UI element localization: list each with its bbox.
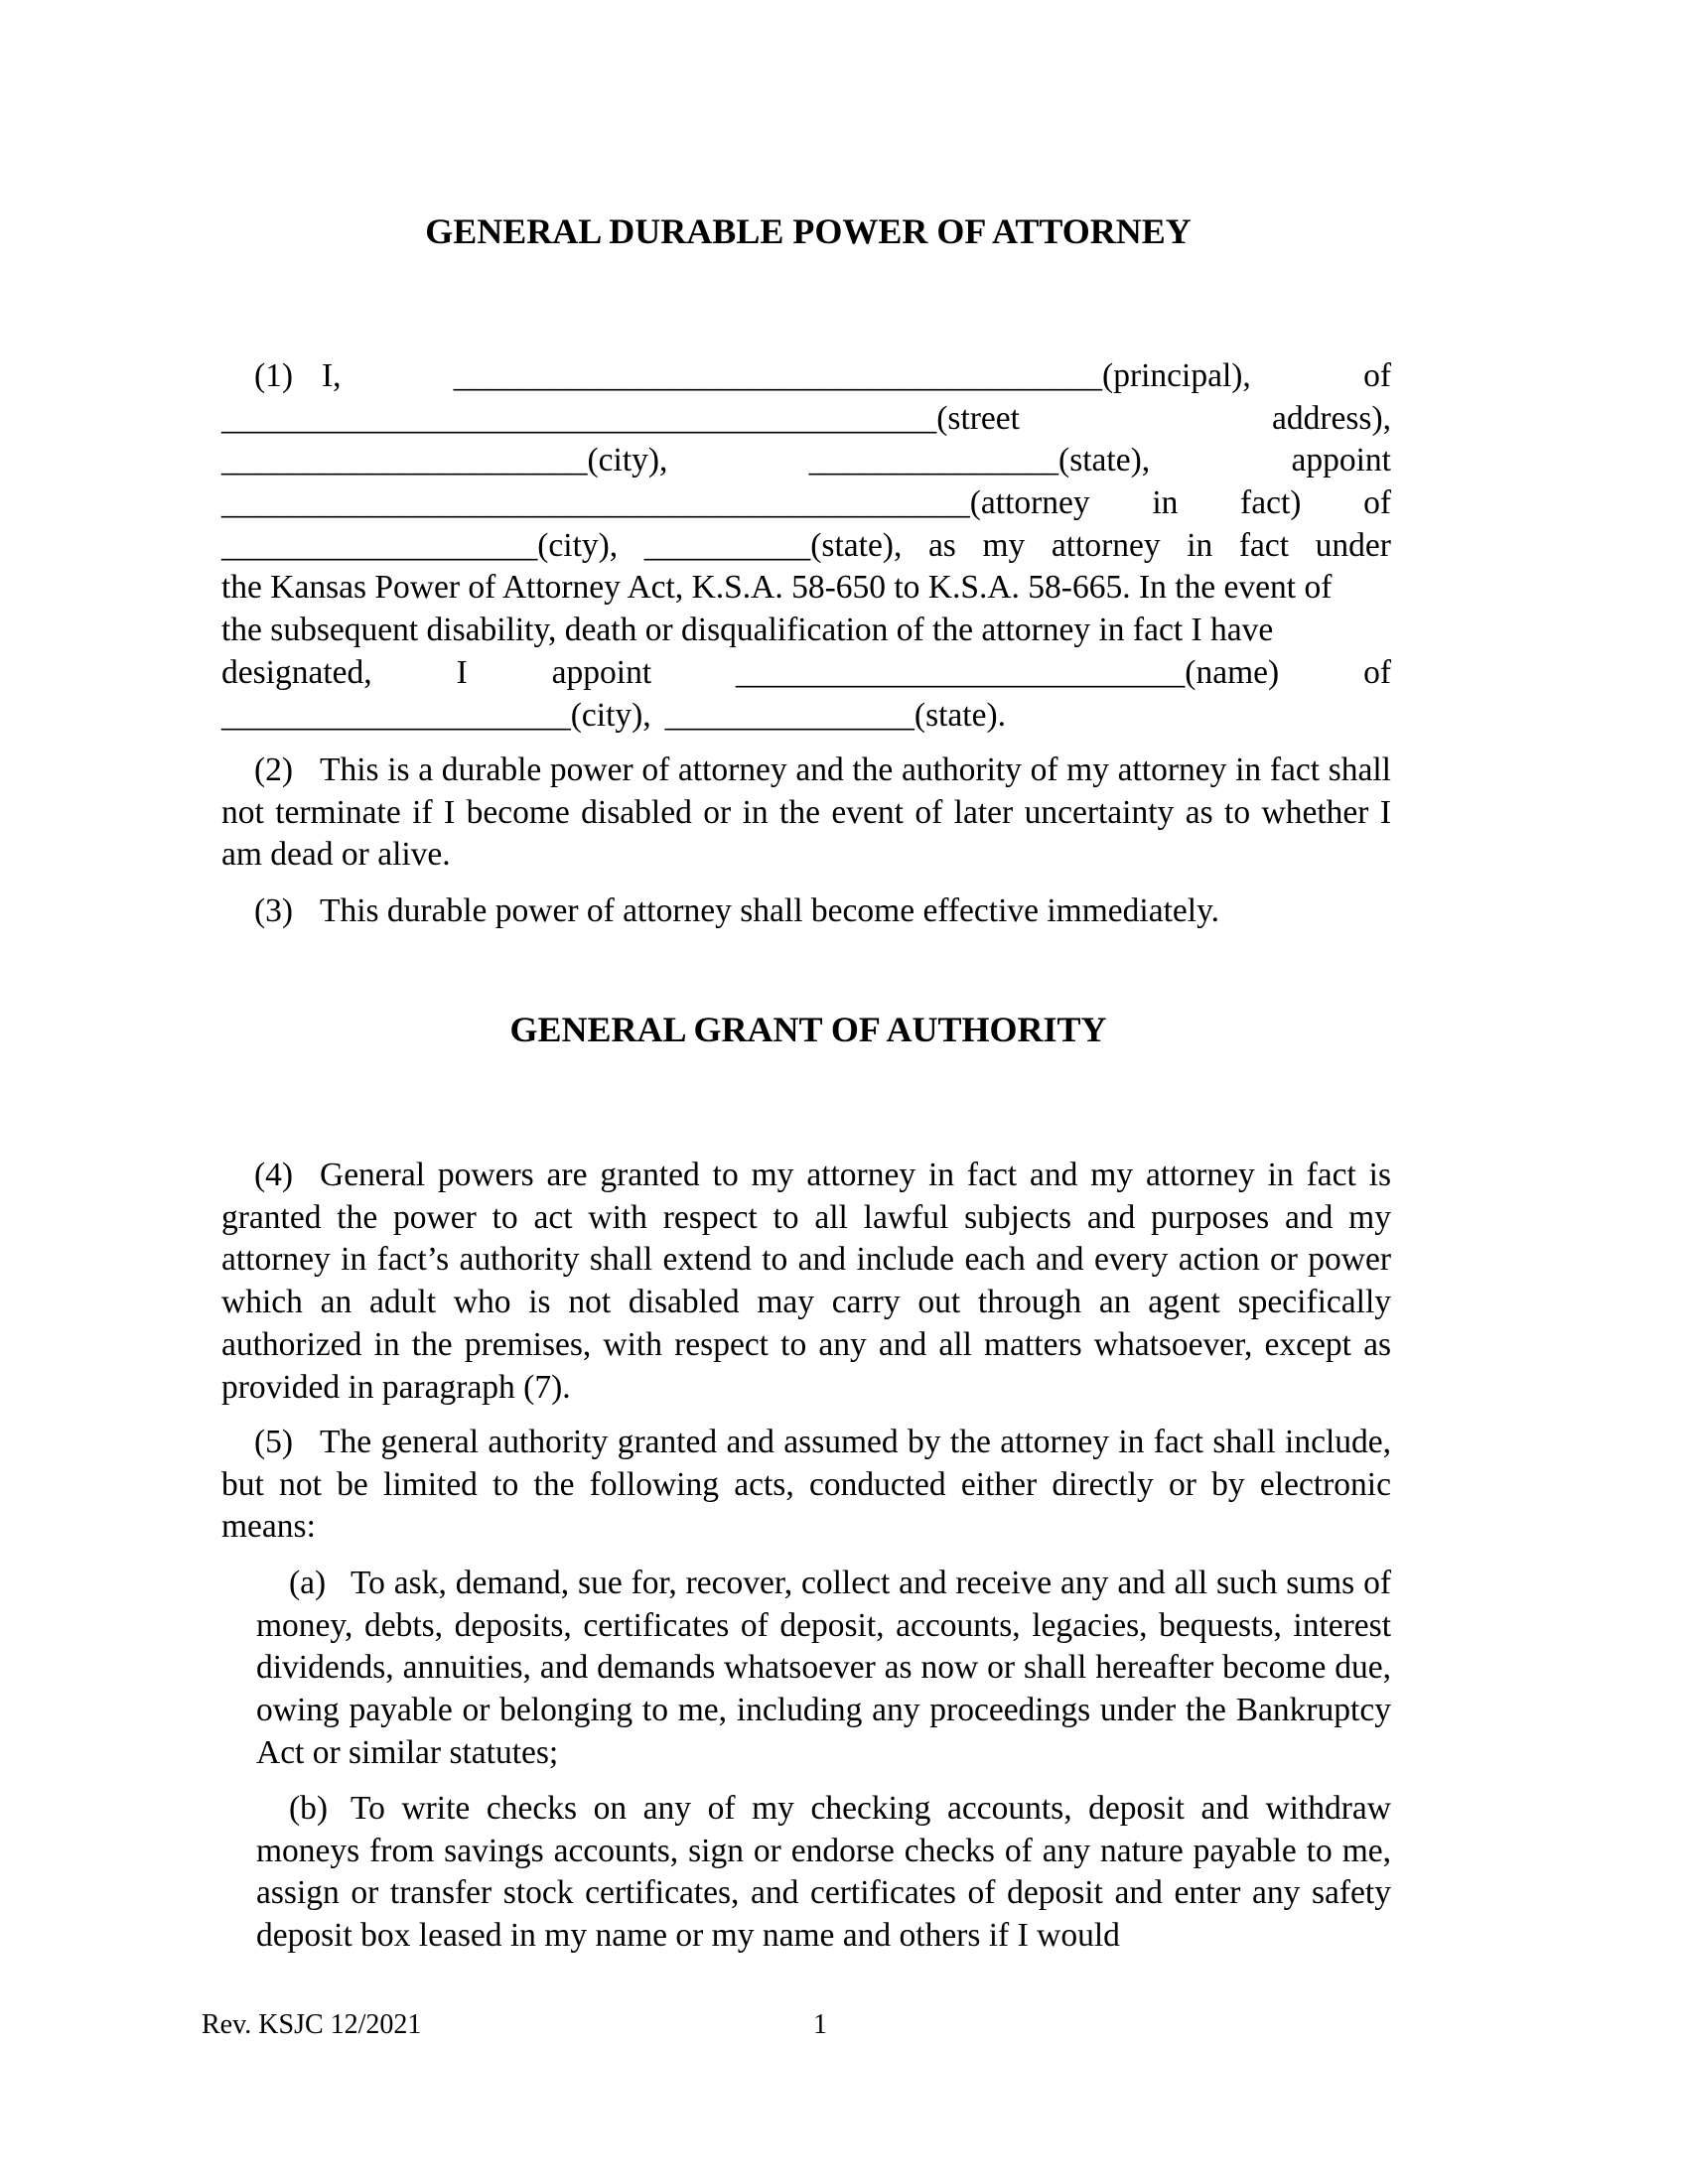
document-title: GENERAL DURABLE POWER OF ATTORNEY bbox=[425, 211, 1192, 251]
p1-line-8: designated, I appoint ___________________________(name) of bbox=[221, 652, 1391, 695]
successor-name-blank[interactable]: ___________________________(name) bbox=[736, 653, 1280, 691]
p1-line-6: the Kansas Power of Attorney Act, K.S.A. 58-650 to K.S.A. 58-665. In the event of bbox=[221, 569, 1333, 607]
revision-footer: Rev. KSJC 12/2021 bbox=[202, 2009, 422, 2040]
p1-line-9 bbox=[221, 695, 1391, 738]
p1-line-2: ___________________________________________(street address), bbox=[221, 398, 1391, 441]
principal-label: I, bbox=[322, 357, 342, 394]
paragraph-3: (3) This durable power of attorney shall become effective immediately. bbox=[254, 892, 1220, 929]
paragraph-5a: (a) To ask, demand, sue for, recover, collect and receive any and all such sums of money, debts, deposits, certificates of deposit, accounts, legacies, bequests, interest dividends, annuities, and demands whatsoever as now or shall hereafter become due, owing payable or belonging to me, including any proceedings under the Bankruptcy Act or similar statutes; bbox=[256, 1565, 1391, 1771]
street-address-blank[interactable]: ___________________________________________(street bbox=[221, 399, 1020, 437]
p1-line-1: (1) I, _______________________________________(principal), of bbox=[221, 355, 1391, 398]
attorney-state-blank[interactable]: __________(state), bbox=[643, 526, 903, 564]
p1-line-4: _____________________________________________(attorney in fact) of bbox=[221, 482, 1391, 525]
page-number: 1 bbox=[813, 2009, 827, 2040]
paragraph-1 bbox=[221, 355, 1391, 737]
paragraph-2: (2) This is a durable power of attorney and the authority of my attorney in fact shall not terminate if I become disabled or in the event of later uncertainty as to whether I am dead or alive. bbox=[221, 751, 1391, 874]
paragraph-5b: (b) To write checks on any of my checking accounts, deposit and withdraw moneys from savings accounts, sign or endorse checks of any nature payable to me, assign or transfer stock certificates, and certificates of deposit and enter any safety deposit box leased in my name or my name and others if I would bbox=[256, 1790, 1391, 1955]
section-heading: GENERAL GRANT OF AUTHORITY bbox=[509, 1010, 1107, 1049]
attorney-in-fact-blank[interactable]: _____________________________________________(attorney bbox=[221, 484, 1090, 522]
attorney-city-blank[interactable]: ___________________(city), bbox=[221, 526, 619, 564]
successor-city-blank[interactable]: _____________________(city), bbox=[221, 696, 651, 734]
principal-state-blank[interactable]: _______________(state), bbox=[808, 442, 1151, 479]
paragraph-4: (4) General powers are granted to my attorney in fact and my attorney in fact is granted the power to act with respect to all lawful subjects and purposes and my attorney in fact’s authority shall extend to and include each and every action or power which an adult who is not disabled may carry out through an agent specifically authorized in the premises, with respect to any and all matters whatsoever, except as provided in paragraph (7). bbox=[221, 1157, 1391, 1406]
p1-line-5: ___________________(city), __________(state), as my attorney in fact under bbox=[221, 525, 1391, 568]
successor-state-blank[interactable]: _______________(state). bbox=[664, 696, 1006, 734]
paragraph-5: (5) The general authority granted and assumed by the attorney in fact shall include, but not be limited to the following acts, conducted either directly or by electronic means: bbox=[221, 1424, 1391, 1546]
principal-blank[interactable]: _______________________________________(principal), bbox=[453, 357, 1251, 394]
paragraph-number: (1) bbox=[254, 357, 294, 394]
principal-city-blank[interactable]: ______________________(city), bbox=[221, 442, 668, 479]
p1-line-3: ______________________(city), _______________(state), appoint bbox=[221, 440, 1391, 482]
p1-line-7: the subsequent disability, death or disqualification of the attorney in fact I have bbox=[221, 612, 1274, 649]
